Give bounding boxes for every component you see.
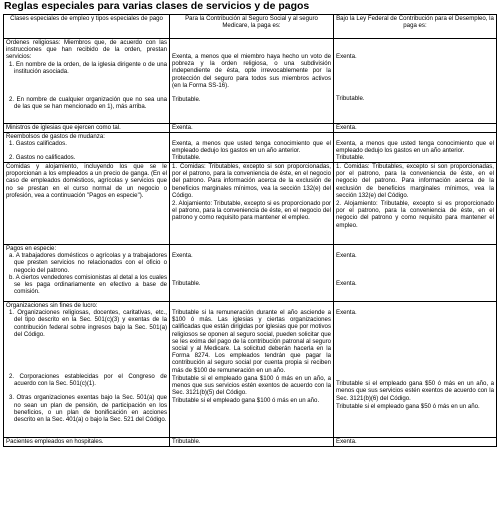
cell-text: Tributable si el empleado gana $50 ó más en un año.: [336, 402, 480, 410]
row-item: b. A ciertos vendedores comisionistas al detal a los cuales se les paga ordinariamente en efectivo a base de comisión.: [9, 273, 167, 296]
cell-text: Tributable.: [172, 96, 201, 104]
row-item: a. A trabajadores domésticos o agrícolas y a trabajadores que presten servicios no relacionados con el oficio o negocio del patrono.: [9, 252, 167, 274]
row-heading: Reembolsos de gastos de mudanza:: [6, 133, 105, 140]
cell-text: Tributable si el empleado gana $100 ó más en un año, a menos que sus servicios estén exentos de acuerdo con la Sec. 3121(b)(5) del Código.: [172, 374, 331, 397]
row-item: 1. Organizaciones religiosas, docentes, caritativas, etc., del tipo descrito en la Sec. 501(c)(3) y exentas de la contribución federal sobre ingresos bajo la Sec. 501(a) del Código.: [9, 309, 167, 338]
cell-employment-type: [4, 163, 170, 245]
cell-text: Exenta.: [172, 252, 193, 259]
header-federal-unemployment: Bajo la Ley Federal de Contribución para el Desempleo, la paga es:: [334, 15, 497, 39]
cell-social-security: [170, 163, 334, 245]
cell-text: Tributable.: [336, 154, 365, 162]
table-row: [4, 124, 497, 133]
cell-employment-type: [4, 124, 170, 133]
cell-text: Exenta.: [336, 438, 357, 445]
row-heading: Pagos en especie:: [6, 245, 57, 252]
row-heading: Pacientes empleados en hospitales.: [6, 438, 104, 445]
cell-employment-type: [4, 245, 170, 302]
cell-text: Exenta, a menos que el miembro haya hecho un voto de pobreza y la orden religiosa, o una subdivisión independiente de ésta, opte irrevocablemente por la protección del seguro para todos sus miembros activos (en la Forma SS-16).: [172, 53, 331, 89]
cell-social-security: [170, 39, 334, 124]
row-heading: Ordenes religiosas: Miembros que, de acuerdo con las instrucciones que han recibido de la orden, prestan servicios:: [6, 39, 167, 61]
cell-employment-type: [4, 133, 170, 163]
row-heading: Organizaciones sin fines de lucro:: [6, 302, 98, 309]
cell-text: Exenta.: [336, 53, 357, 60]
cell-social-security: [170, 438, 334, 447]
row-item: 1. En nombre de la orden, de la iglesia dirigente o de una institución asociada.: [9, 60, 167, 75]
cell-text: 1. Comidas: Tributables, excepto si son proporcionadas, por el patrono, para la conveniencia de éste, en el negocio del patrono. Para información acerca de la exclusión de beneficios marginales mínimos, vea la sección 132(e) del Código.: [336, 163, 494, 199]
cell-unemployment: [334, 438, 497, 447]
cell-text: Tributable si el empleado gana $100 ó más en un año.: [172, 397, 320, 405]
cell-text: Exenta, a menos que usted tenga conocimiento que el empleado dedujo los gastos en un año anterior.: [172, 140, 331, 155]
cell-text: Tributable si la remuneración durante el año asciende a $100 ó más. Las iglesias y ciertas organizaciones calificadas que están dirigidas por iglesias que por motivos religiosos se oponen al seguro social, pueden solicitar que se les exima del pago de la contribución patronal al seguro social y al Medicare. La solicitud deberán hacerla en la Forma 8274. Los empleados tendrán que pagar la contribución al seguro social por cuenta propia si reciben más de $100 de remuneración en un año.: [172, 309, 331, 374]
row-item: 1. Gastos calificados.: [9, 140, 67, 148]
cell-text: Exenta.: [336, 309, 357, 316]
cell-text: Exenta, a menos que usted tenga conocimiento que el empleado dedujo los gastos en un año anterior.: [336, 140, 494, 155]
cell-text: Exenta.: [172, 124, 193, 131]
cell-text: Exenta.: [336, 280, 357, 288]
table-header-row: [4, 15, 497, 39]
special-rules-table: [3, 14, 497, 447]
table-row: [4, 163, 497, 245]
cell-unemployment: [334, 163, 497, 245]
cell-text: Tributable.: [172, 154, 201, 162]
cell-unemployment: [334, 133, 497, 163]
row-item: 2. Corporaciones establecidas por el Congreso de acuerdo con la Sec. 501(c)(1).: [9, 373, 167, 388]
table-row: [4, 302, 497, 438]
cell-unemployment: [334, 39, 497, 124]
row-heading: Ministros de iglesias que ejercen como tal.: [6, 124, 121, 131]
cell-text: 2. Alojamiento: Tributable, excepto si es proporcionado por el patrono, para la conveniencia de éste, en el negocio del patrono y como requisito para mantener el empleo.: [172, 200, 331, 222]
row-item: 2. Gastos no calificados.: [9, 154, 76, 162]
header-employment-type: Clases especiales de empleo y tipos especiales de pago: [4, 15, 170, 39]
table-row: [4, 245, 497, 302]
row-item: 3. Otras organizaciones exentas bajo la Sec. 501(a) que no sean un plan de pensión, de participación en los beneficios, o un plan de bonificación en acciones descrito en la Sec. 401(a) o bajo la Sec. 521 del Código.: [9, 394, 167, 424]
cell-unemployment: [334, 124, 497, 133]
cell-text: Exenta.: [336, 124, 357, 131]
cell-text: 2. Alojamiento: Tributable, excepto si es proporcionado por el patrono, para la conveniencia de éste, en el negocio del patrono y como requisito para mantener el empleo.: [336, 200, 494, 229]
cell-social-security: [170, 133, 334, 163]
cell-employment-type: [4, 302, 170, 438]
cell-social-security: [170, 302, 334, 438]
cell-text: Tributable.: [336, 95, 365, 103]
cell-unemployment: [334, 302, 497, 438]
cell-social-security: [170, 124, 334, 133]
document-title: Reglas especiales para varias clases de servicios y de pagos: [4, 0, 310, 12]
table-row: [4, 438, 497, 447]
cell-text: Tributable si el empleado gana $50 ó más en un año, a menos que sus servicios estén exentos de acuerdo con la Sec. 3121(b)(6) del Código.: [336, 380, 494, 402]
cell-employment-type: [4, 438, 170, 447]
cell-unemployment: [334, 245, 497, 302]
row-heading: Comidas y alojamiento, incluyendo los que se le proporcionan a los empleados a un precio de ganga. (En el caso de empleados domésticos, agrícolas y servicios que no se prestan en el curso normal de un negocio o profesión, vea a continuación "Pagos en especie").: [6, 163, 167, 199]
table-row: [4, 133, 497, 163]
cell-text: Tributable.: [172, 280, 201, 288]
header-social-security: Para la Contribución al Seguro Social y al seguro Medicare, la paga es:: [170, 15, 334, 39]
cell-text: 1. Comidas: Tributables, excepto si son proporcionadas, por el patrono, para la conveniencia de éste, en el negocio del patrono. Para información acerca de la exclusión de beneficios marginales mínimos, vea la sección 132(e) del Código.: [172, 163, 331, 199]
cell-employment-type: [4, 39, 170, 124]
row-item: 2. En nombre de cualquier organización que no sea una de las que se han mencionado en 1), más arriba.: [9, 96, 167, 111]
table-row: [4, 39, 497, 124]
cell-text: Exenta.: [336, 252, 357, 259]
cell-text: Tributable.: [172, 438, 201, 445]
cell-social-security: [170, 245, 334, 302]
